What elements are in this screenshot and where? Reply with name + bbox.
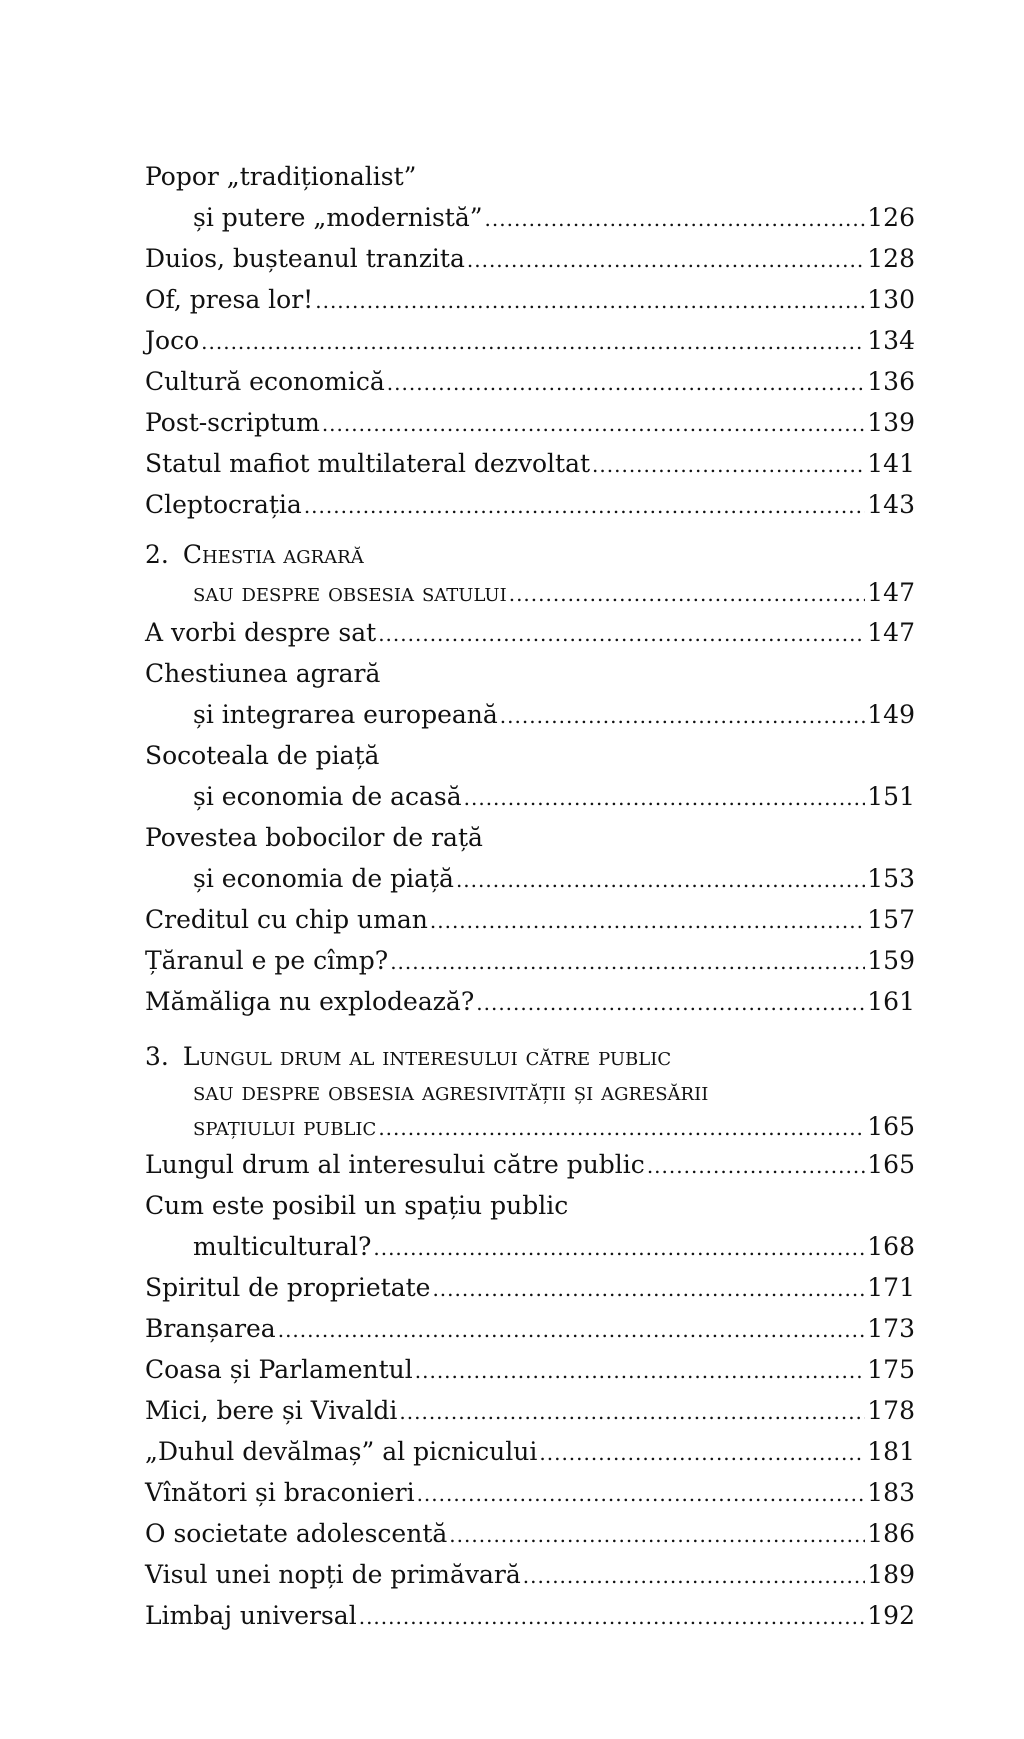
section-title: Lungul drum al interesului către public	[182, 1042, 672, 1071]
toc-entry	[145, 981, 915, 1022]
dot-leader	[387, 363, 865, 404]
toc-entry	[145, 817, 915, 899]
toc-line	[145, 1267, 915, 1308]
toc-line	[145, 1595, 915, 1636]
page-number: 159	[867, 946, 915, 975]
section-line	[145, 1109, 915, 1144]
entry-title: Cleptocrația	[145, 490, 302, 519]
toc-entry	[145, 1595, 915, 1636]
toc-line	[145, 402, 915, 443]
toc-entry	[145, 1185, 915, 1267]
toc-line	[145, 817, 915, 858]
page-number: 141	[867, 449, 915, 478]
entry-title: O societate adolescentă	[145, 1519, 448, 1548]
entry-title: Limbaj universal	[145, 1601, 357, 1630]
toc-line	[145, 197, 915, 238]
table-of-contents	[145, 156, 915, 1636]
page-number: 134	[867, 326, 915, 355]
dot-leader	[430, 901, 865, 942]
toc-line	[145, 1390, 915, 1431]
toc-line	[145, 1185, 915, 1226]
dot-leader	[476, 983, 865, 1024]
toc-entry	[145, 320, 915, 361]
toc-entry	[145, 1554, 915, 1595]
toc-entry	[145, 156, 915, 238]
toc-entry	[145, 361, 915, 402]
toc-entry	[145, 443, 915, 484]
toc-entry	[145, 402, 915, 443]
page-number: 143	[867, 490, 915, 519]
entry-title: și putere „modernistă”	[193, 203, 483, 232]
page-number: 147	[867, 578, 915, 607]
toc-entry	[145, 484, 915, 525]
toc-entry	[145, 1349, 915, 1390]
toc-entry	[145, 940, 915, 981]
toc-line	[145, 484, 915, 525]
dot-leader	[359, 1597, 866, 1638]
page-number: 139	[867, 408, 915, 437]
entry-title: Joco	[145, 326, 200, 355]
page-number: 126	[867, 203, 915, 232]
section-number: 2.	[145, 540, 169, 569]
toc-line	[145, 1513, 915, 1554]
page-number: 183	[867, 1478, 915, 1507]
toc-entry	[145, 1390, 915, 1431]
dot-leader	[467, 240, 865, 281]
toc-block-1	[145, 156, 915, 525]
toc-line	[145, 156, 915, 197]
entry-title: Visul unei nopți de primăvară	[145, 1560, 521, 1589]
entry-title: Cultură economică	[145, 367, 385, 396]
toc-entry	[145, 1144, 915, 1185]
toc-line	[145, 443, 915, 484]
page-number: 192	[867, 1601, 915, 1630]
dot-leader	[509, 575, 866, 613]
entry-title: Chestiunea agrară	[145, 659, 381, 688]
dot-leader	[378, 1111, 865, 1146]
entry-title: Of, presa lor!	[145, 285, 314, 314]
entry-title: Cum este posibil un spațiu public	[145, 1191, 569, 1220]
dot-leader	[315, 281, 865, 322]
toc-line	[145, 776, 915, 817]
section-line	[145, 536, 915, 574]
toc-line	[145, 735, 915, 776]
section-heading-3	[145, 1039, 915, 1144]
page-number: 157	[867, 905, 915, 934]
toc-line	[145, 361, 915, 402]
toc-entry	[145, 238, 915, 279]
section-title: Chestia agrară	[182, 540, 364, 569]
dot-leader	[399, 1392, 865, 1433]
entry-title: Socoteala de piață	[145, 741, 380, 770]
toc-line	[145, 1431, 915, 1472]
dot-leader	[432, 1269, 865, 1310]
toc-block-3	[145, 1144, 915, 1636]
entry-title: și economia de piață	[193, 864, 454, 893]
dot-leader	[373, 1228, 865, 1269]
entry-title: „Duhul devălmaș” al picnicului	[145, 1437, 538, 1466]
entry-title: Creditul cu chip uman	[145, 905, 428, 934]
toc-line	[145, 858, 915, 899]
page-number: 171	[867, 1273, 915, 1302]
dot-leader	[201, 322, 865, 363]
entry-title: Post-scriptum	[145, 408, 320, 437]
dot-leader	[592, 445, 865, 486]
dot-leader	[378, 614, 865, 655]
toc-entry	[145, 612, 915, 653]
toc-entry	[145, 1513, 915, 1554]
toc-entry	[145, 1472, 915, 1513]
toc-line	[145, 694, 915, 735]
section-title: sau despre obsesia satului	[193, 578, 507, 607]
dot-leader	[304, 486, 865, 527]
toc-line	[145, 653, 915, 694]
page-number: 168	[867, 1232, 915, 1261]
toc-line	[145, 1144, 915, 1185]
toc-line	[145, 899, 915, 940]
entry-title: A vorbi despre sat	[145, 618, 377, 647]
toc-line	[145, 238, 915, 279]
page-number: 186	[867, 1519, 915, 1548]
toc-entry	[145, 1308, 915, 1349]
section-line	[145, 1074, 915, 1109]
page-number: 175	[867, 1355, 915, 1384]
entry-title: Popor „tradiționalist”	[145, 162, 417, 191]
toc-entry	[145, 899, 915, 940]
page-number: 178	[867, 1396, 915, 1425]
entry-title: Mămăliga nu explodează?	[145, 987, 475, 1016]
page-number: 189	[867, 1560, 915, 1589]
toc-entry	[145, 279, 915, 320]
toc-line	[145, 981, 915, 1022]
dot-leader	[449, 1515, 865, 1556]
entry-title: Țăranul e pe cîmp?	[145, 946, 389, 975]
toc-line	[145, 612, 915, 653]
toc-line	[145, 1472, 915, 1513]
toc-line	[145, 940, 915, 981]
dot-leader	[485, 199, 866, 240]
page-number: 128	[867, 244, 915, 273]
section-heading-2	[145, 536, 915, 612]
toc-line	[145, 1349, 915, 1390]
dot-leader	[456, 860, 865, 901]
section-line	[145, 574, 915, 612]
entry-title: și economia de acasă	[193, 782, 462, 811]
entry-title: Coasa și Parlamentul	[145, 1355, 413, 1384]
entry-title: Spiritul de proprietate	[145, 1273, 431, 1302]
entry-title: Lungul drum al interesului către public	[145, 1150, 645, 1179]
page-number: 153	[867, 864, 915, 893]
page-number: 147	[867, 618, 915, 647]
dot-leader	[539, 1433, 865, 1474]
page-number: 151	[867, 782, 915, 811]
toc-entry	[145, 1267, 915, 1308]
page-number: 165	[867, 1150, 915, 1179]
entry-title: multicultural?	[193, 1232, 372, 1261]
toc-entry	[145, 735, 915, 817]
section-title: spațiului public	[193, 1112, 377, 1141]
dot-leader	[417, 1474, 866, 1515]
entry-title: Statul mafiot multilateral dezvoltat	[145, 449, 591, 478]
dot-leader	[278, 1310, 866, 1351]
dot-leader	[500, 696, 866, 737]
toc-block-2	[145, 612, 915, 1022]
toc-line	[145, 320, 915, 361]
page-number: 181	[867, 1437, 915, 1466]
section-title: sau despre obsesia agresivității și agresării	[193, 1077, 709, 1106]
dot-leader	[523, 1556, 866, 1597]
section-number: 3.	[145, 1042, 169, 1071]
entry-title: Povestea bobocilor de rață	[145, 823, 483, 852]
toc-line	[145, 1308, 915, 1349]
dot-leader	[647, 1146, 865, 1187]
entry-title: Duios, bușteanul tranzita	[145, 244, 465, 273]
toc-line	[145, 1226, 915, 1267]
section-line	[145, 1039, 915, 1074]
toc-entry	[145, 1431, 915, 1472]
page-number: 136	[867, 367, 915, 396]
toc-line	[145, 1554, 915, 1595]
dot-leader	[390, 942, 865, 983]
page-number: 173	[867, 1314, 915, 1343]
entry-title: Mici, bere și Vivaldi	[145, 1396, 398, 1425]
page-number: 149	[867, 700, 915, 729]
page-number: 165	[867, 1112, 915, 1141]
dot-leader	[322, 404, 865, 445]
entry-title: și integrarea europeană	[193, 700, 498, 729]
entry-title: Vînători și braconieri	[145, 1478, 415, 1507]
page-number: 161	[867, 987, 915, 1016]
toc-line	[145, 279, 915, 320]
page-number: 130	[867, 285, 915, 314]
toc-entry	[145, 653, 915, 735]
entry-title: Branșarea	[145, 1314, 276, 1343]
dot-leader	[415, 1351, 866, 1392]
dot-leader	[464, 778, 866, 819]
